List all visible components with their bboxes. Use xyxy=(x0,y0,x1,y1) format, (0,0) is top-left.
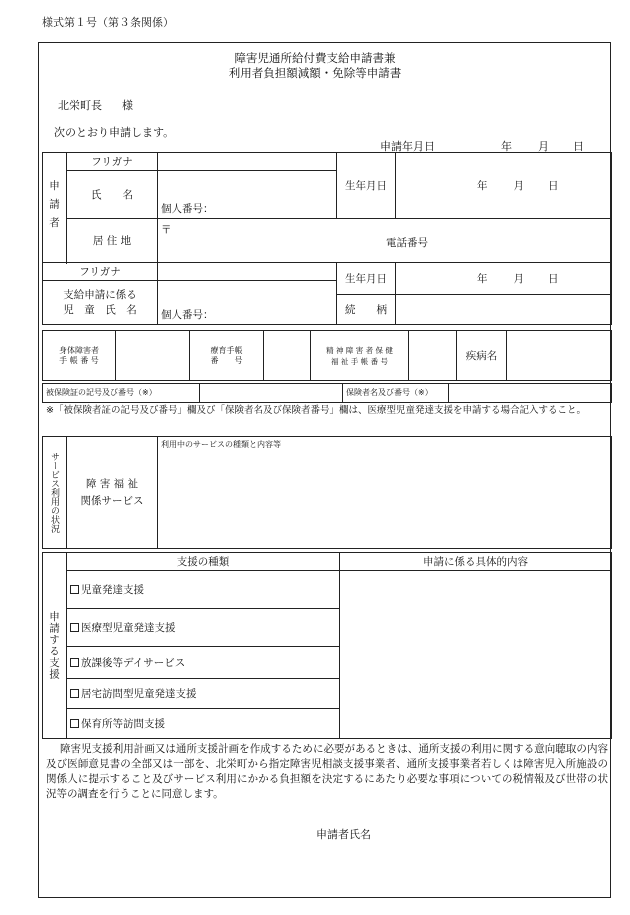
date-year: 年 xyxy=(501,140,512,153)
service-section-label: サービス利用の状況 xyxy=(43,437,67,549)
child-birth-label: 生年月日 xyxy=(337,263,396,295)
addressee xyxy=(58,97,133,113)
applicant-address-field[interactable] xyxy=(158,219,612,263)
applicant-birth-label: 生年月日 xyxy=(337,153,396,219)
applicant-furigana-field[interactable] xyxy=(158,153,337,171)
disease-field[interactable] xyxy=(507,331,612,381)
child-furigana-label: フリガナ xyxy=(43,263,158,281)
support-option-1[interactable]: 医療型児童発達支援 xyxy=(67,609,340,647)
date-month: 月 xyxy=(538,140,549,153)
applicant-individual-no-label: 個人番号： xyxy=(161,203,214,215)
checkbox-icon[interactable] xyxy=(70,689,79,698)
child-name-field[interactable] xyxy=(158,281,337,325)
physical-handbook-label: 身体障害者 手 帳 番 号 xyxy=(43,331,116,381)
service-table xyxy=(42,436,612,549)
insurance-table xyxy=(42,383,612,403)
applicant-name-label: 氏 名 xyxy=(67,171,158,219)
support-table xyxy=(42,552,612,739)
support-detail-field[interactable] xyxy=(340,571,612,739)
support-option-2[interactable]: 放課後等デイサービス xyxy=(67,647,340,679)
mental-handbook-label: 精 神 障 害 者 保 健 福 祉 手 帳 番 号 xyxy=(311,331,409,381)
applicant-section-label: 申請者 xyxy=(43,153,67,263)
support-option-3[interactable]: 居宅訪問型児童発達支援 xyxy=(67,679,340,709)
support-type-header: 支援の種類 xyxy=(67,553,340,571)
disease-label: 疾病名 xyxy=(457,331,507,381)
form-number: 様式第１号（第３条関係） xyxy=(42,16,174,29)
service-content-field[interactable] xyxy=(158,437,612,549)
signature-label: 申請者氏名 xyxy=(316,828,371,841)
date-day: 日 xyxy=(573,140,584,153)
checkbox-icon[interactable] xyxy=(70,623,79,632)
application-date-label[interactable]: 申請年月日 xyxy=(380,140,435,153)
insurance-card-label: 被保険証の記号及び番号（※） xyxy=(43,384,200,403)
child-individual-no-label: 個人番号： xyxy=(161,309,214,321)
applicant-address-label: 居 住 地 xyxy=(67,219,158,263)
addressee-name: 北栄町長 xyxy=(58,99,102,112)
applicant-table xyxy=(42,152,612,325)
service-content-label: 利用中のサービスの種類と内容等 xyxy=(161,440,281,449)
phone-label: 電話番号 xyxy=(386,237,428,249)
addressee-honorific: 様 xyxy=(122,99,133,112)
form-title-line1: 障害児通所給付費支給申請書兼 xyxy=(234,51,396,65)
support-option-4[interactable]: 保育所等訪問支援 xyxy=(67,709,340,739)
insurer-label: 保険者名及び番号（※） xyxy=(343,384,449,403)
support-section-label: 申請する支援 xyxy=(43,553,67,739)
checkbox-icon[interactable] xyxy=(70,719,79,728)
applicant-birth-field[interactable]: 年 月 日 xyxy=(396,153,612,219)
consent-text: 障害児支援利用計画又は通所支援計画を作成するために必要があるときは、通所支援の利用に関する意向聴取の内容及び医師意見書の全部又は一部を、北栄町から指定障害児相談支援事業者、通所支援事業者若しくは障害児入所施設の関係人に提示すること及びサービス利用にかかる負担額を決定するにあたり必要な事項についての税情報及び世帯の状況等の調査を行うことに同意します。 xyxy=(46,743,608,800)
postal-mark: 〒 xyxy=(161,224,172,236)
support-option-0[interactable]: 児童発達支援 xyxy=(67,571,340,609)
handbook-table xyxy=(42,330,612,381)
rehab-handbook-label: 療育手帳 番 号 xyxy=(190,331,264,381)
relation-field[interactable] xyxy=(396,295,612,325)
support-detail-header: 申請に係る具体的内容 xyxy=(340,553,612,571)
applicant-furigana-label: フリガナ xyxy=(67,153,158,171)
insurer-field[interactable] xyxy=(449,384,612,403)
intro-text: 次のとおり申請します。 xyxy=(54,126,175,139)
mental-handbook-field[interactable] xyxy=(409,331,457,381)
checkbox-icon[interactable] xyxy=(70,658,79,667)
rehab-handbook-field[interactable] xyxy=(264,331,311,381)
insurance-note: ※「被保険者証の記号及び番号」欄及び「保険者名及び保険者番号」欄は、医療型児童発達支援を申請する場合記入すること。 xyxy=(46,405,586,416)
checkbox-icon[interactable] xyxy=(70,585,79,594)
child-birth-field[interactable]: 年 月 日 xyxy=(396,263,612,295)
physical-handbook-field[interactable] xyxy=(116,331,190,381)
service-type-label: 障 害 福 祉 関係サービス xyxy=(67,437,158,549)
form-title-line2: 利用者負担額減額・免除等申請書 xyxy=(228,66,402,80)
insurance-card-field[interactable] xyxy=(200,384,343,403)
child-name-label: 支給申請に係る 児 童 氏 名 xyxy=(43,281,158,325)
applicant-name-field[interactable] xyxy=(158,171,337,219)
child-furigana-field[interactable] xyxy=(158,263,337,281)
relation-label: 続 柄 xyxy=(337,295,396,325)
